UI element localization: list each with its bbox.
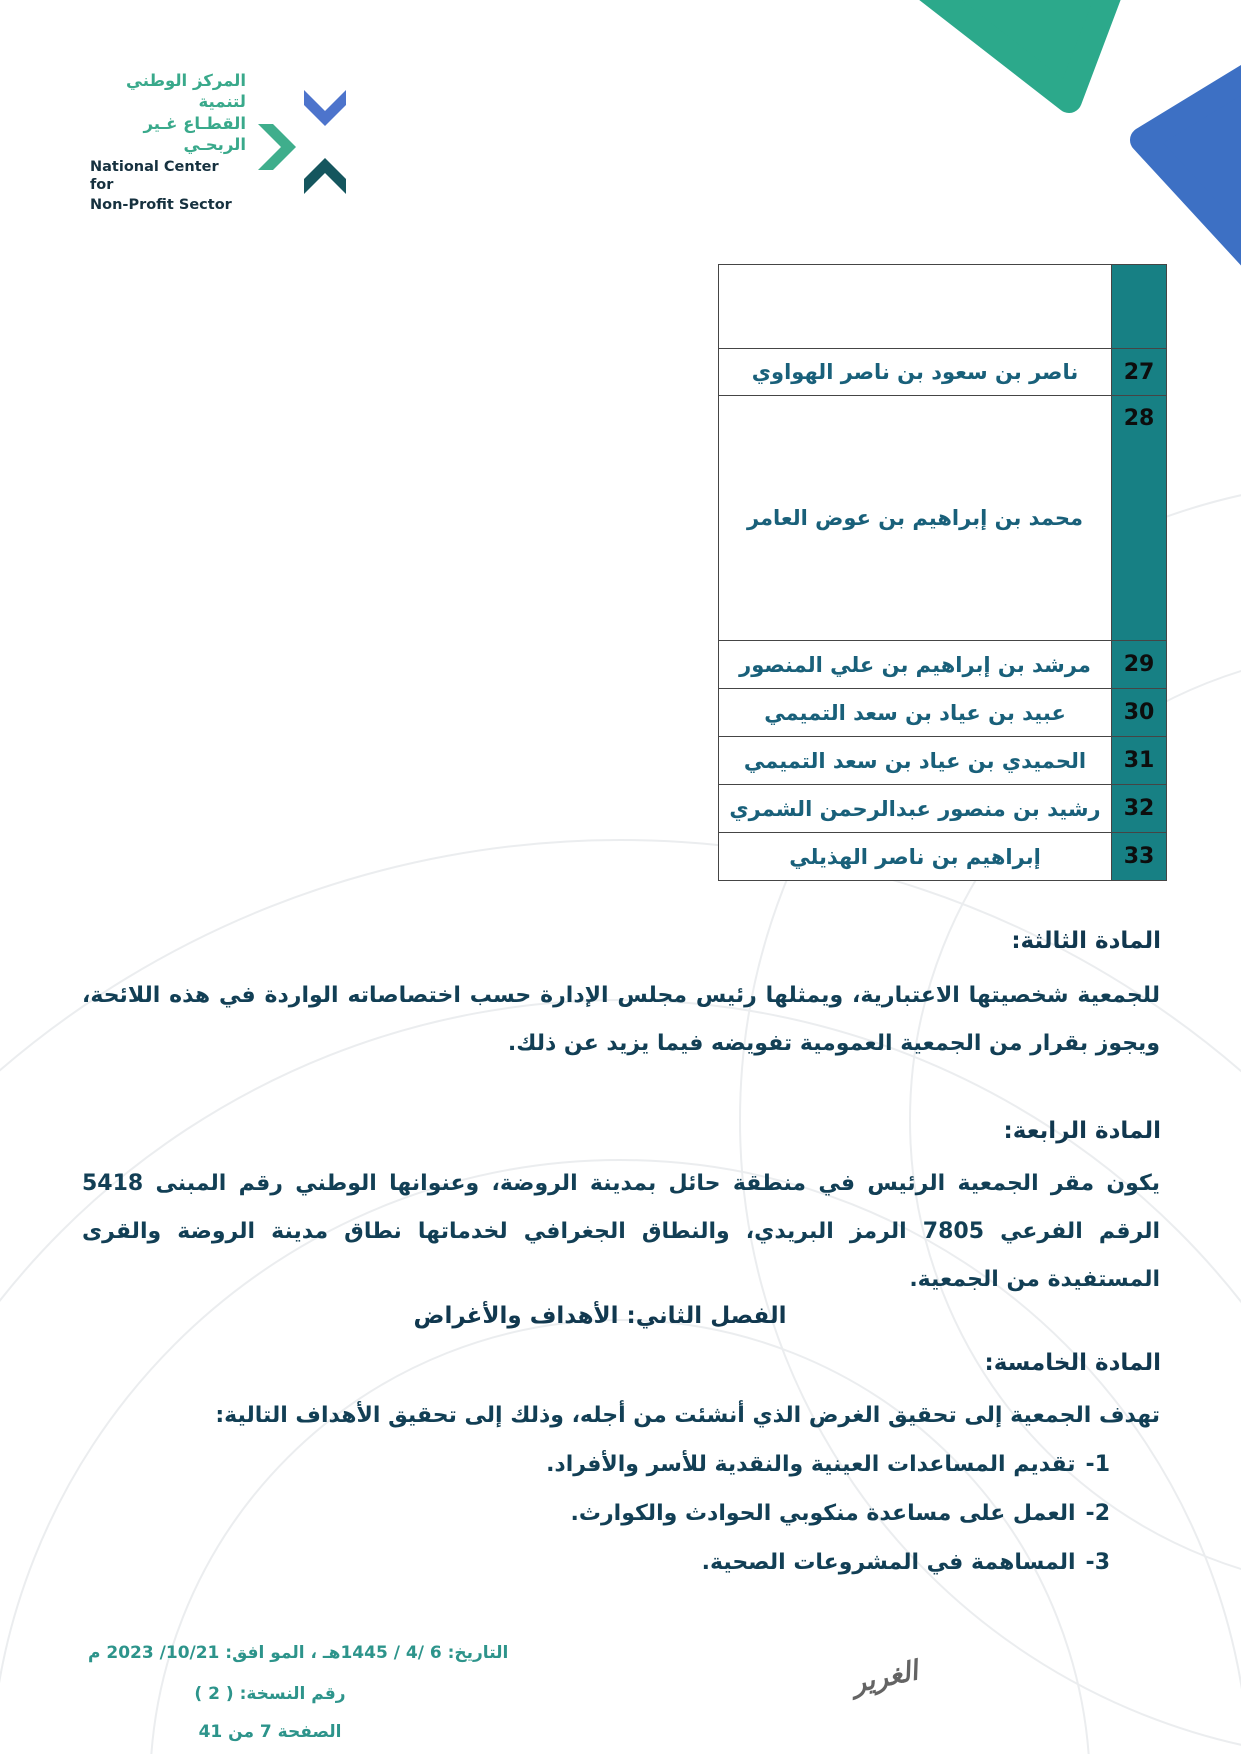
row-number-cell: 33 [1112, 833, 1167, 881]
row-number-cell: 30 [1112, 689, 1167, 737]
row-name-cell: الحميدي بن عياد بن سعد التميمي [719, 737, 1112, 785]
logo-arabic-line2: القطـاع غـير الربحـي [143, 113, 246, 155]
footer-version-number: رقم النسخة: ( 2 ) [194, 1684, 346, 1704]
goal-number: 3- [1085, 1550, 1110, 1575]
row-name-cell: إبراهيم بن ناصر الهذيلي [719, 833, 1112, 881]
members-table [718, 264, 1167, 881]
corner-shape-teal [925, 0, 1115, 100]
logo-english-line2: Non-Profit Sector [90, 197, 232, 213]
row-name-cell: مرشد بن إبراهيم بن علي المنصور [719, 641, 1112, 689]
logo-chevrons-icon [256, 88, 348, 196]
row-name-cell: ناصر بن سعود بن ناصر الهواوي [719, 349, 1112, 396]
table-row [719, 349, 1167, 396]
ncnp-logo [90, 70, 348, 214]
article4-title: المادة الرابعة: [1003, 1118, 1161, 1144]
row-number-cell: 28 [1112, 396, 1167, 641]
row-number-cell: 31 [1112, 737, 1167, 785]
chapter2-title: الفصل الثاني: الأهداف والأغراض [413, 1303, 787, 1329]
row-name-cell: عبيد بن عياد بن سعد التميمي [719, 689, 1112, 737]
goal-item [82, 1489, 1160, 1538]
footer-date: التاريخ: 6 /4 / 1445هـ ، المو افق: 10/21/ 2023 م [88, 1643, 509, 1663]
row-number-cell: 27 [1112, 349, 1167, 396]
table-row [719, 689, 1167, 737]
goal-text: تقديم المساعدات العينية والنقدية للأسر والأفراد. [546, 1452, 1076, 1477]
logo-english-line1: National Center for [90, 158, 219, 193]
logo-arabic-line1: المركز الوطني لتنمية [126, 71, 246, 112]
table-row [719, 785, 1167, 833]
goal-text: المساهمة في المشروعات الصحية. [701, 1550, 1076, 1575]
table-row [719, 833, 1167, 881]
goal-text: العمل على مساعدة منكوبي الحوادث والكوارث. [570, 1501, 1076, 1526]
article4-body: يكون مقر الجمعية الرئيس في منطقة حائل بمدينة الروضة، وعنوانها الوطني رقم المبنى 5418 الرقم الفرعي 7805 الرمز البريدي، والنطاق الجغرافي لخدماتها نطاق مدينة الروضة والقرى المستفيدة من الجمعية. [82, 1171, 1160, 1292]
table-row [719, 737, 1167, 785]
row-name-cell: رشيد بن منصور عبدالرحمن الشمري [719, 785, 1112, 833]
signature-handwriting: الغرير [849, 1655, 921, 1700]
article3-title: المادة الثالثة: [1011, 928, 1161, 954]
goal-item [82, 1440, 1160, 1489]
corner-shape-blue [1143, 68, 1241, 268]
table-row [719, 396, 1167, 641]
article3-body: للجمعية شخصيتها الاعتبارية، ويمثلها رئيس مجلس الإدارة حسب اختصاصاته الواردة في هذه اللائحة، ويجوز بقرار من الجمعية العمومية تفويضه فيما يزيد عن ذلك. [82, 983, 1160, 1056]
footer-page-number: الصفحة 7 من 41 [198, 1722, 342, 1742]
row-number-cell [1112, 265, 1167, 349]
row-number-cell: 32 [1112, 785, 1167, 833]
goal-number: 2- [1085, 1501, 1110, 1526]
row-number-cell: 29 [1112, 641, 1167, 689]
table-row [719, 641, 1167, 689]
article5-body: تهدف الجمعية إلى تحقيق الغرض الذي أنشئت من أجله، وذلك إلى تحقيق الأهداف التالية: [215, 1403, 1160, 1428]
row-name-cell [719, 265, 1112, 349]
goals-list [82, 1440, 1160, 1587]
logo-text [90, 70, 246, 214]
row-name-cell: محمد بن إبراهيم بن عوض العامر [719, 396, 1112, 641]
goal-item [82, 1538, 1160, 1587]
corner-decoration [911, 0, 1241, 280]
table-row [719, 265, 1167, 349]
goal-number: 1- [1085, 1452, 1110, 1477]
article5-title: المادة الخامسة: [984, 1350, 1161, 1376]
